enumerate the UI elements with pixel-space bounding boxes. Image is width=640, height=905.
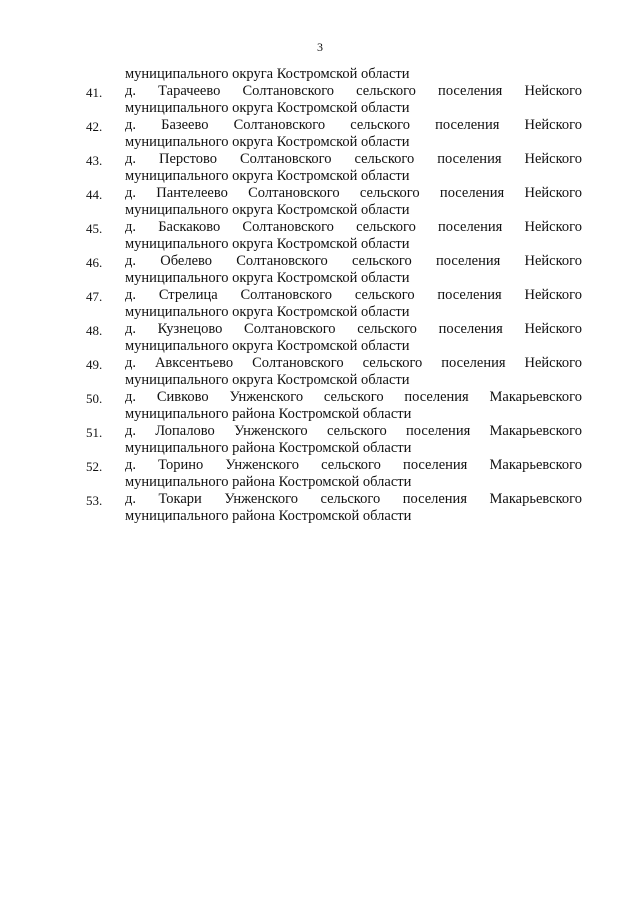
list-item	[86, 253, 582, 287]
list-item	[86, 389, 582, 423]
item-text	[125, 151, 582, 185]
item-text	[125, 355, 582, 389]
item-line-1: д. Авксентьево Солтановского сельского поселения Нейского	[125, 355, 582, 371]
item-line-2: муниципального округа Костромской области	[125, 202, 410, 218]
item-number: 41.	[86, 85, 103, 100]
item-text	[125, 219, 582, 253]
continuation-line: муниципального округа Костромской области	[125, 66, 410, 82]
item-text	[125, 117, 582, 151]
list-item	[86, 185, 582, 219]
item-line-1: д. Лопалово Унженского сельского поселения Макарьевского	[125, 423, 582, 439]
item-line-2: муниципального района Костромской области	[125, 474, 412, 490]
item-line-2: муниципального округа Костромской области	[125, 134, 410, 150]
list-item	[86, 151, 582, 185]
item-number: 46.	[86, 255, 103, 270]
item-line-2: муниципального округа Костромской области	[125, 338, 410, 354]
list-item	[86, 321, 582, 355]
item-number: 42.	[86, 119, 103, 134]
item-number: 48.	[86, 323, 103, 338]
item-line-2: муниципального района Костромской области	[125, 406, 412, 422]
item-text	[125, 321, 582, 355]
list-item	[86, 287, 582, 321]
item-text	[125, 185, 582, 219]
item-line-2: муниципального округа Костромской области	[125, 100, 410, 116]
list-item	[86, 457, 582, 491]
item-number: 47.	[86, 289, 103, 304]
item-line-2: муниципального округа Костромской области	[125, 304, 410, 320]
item-number: 45.	[86, 221, 103, 236]
item-text	[125, 423, 582, 457]
item-number: 53.	[86, 493, 103, 508]
list-item	[86, 219, 582, 253]
list-item	[86, 117, 582, 151]
item-line-2: муниципального района Костромской области	[125, 508, 412, 524]
item-line-2: муниципального округа Костромской области	[125, 236, 410, 252]
settlement-list	[86, 66, 582, 525]
item-line-2: муниципального района Костромской области	[125, 440, 412, 456]
item-line-2: муниципального округа Костромской области	[125, 270, 410, 286]
item-line-1: д. Обелево Солтановского сельского поселения Нейского	[125, 253, 582, 269]
item-number: 50.	[86, 391, 103, 406]
item-number: 52.	[86, 459, 103, 474]
item-line-1: д. Тарачеево Солтановского сельского поселения Нейского	[125, 83, 582, 99]
item-text	[125, 287, 582, 321]
list-item	[86, 423, 582, 457]
item-text	[125, 253, 582, 287]
item-number: 51.	[86, 425, 103, 440]
item-line-1: д. Токари Унженского сельского поселения Макарьевского	[125, 491, 582, 507]
item-text	[125, 457, 582, 491]
item-line-2: муниципального округа Костромской области	[125, 168, 410, 184]
item-line-1: д. Базеево Солтановского сельского поселения Нейского	[125, 117, 582, 133]
item-line-2: муниципального округа Костромской области	[125, 372, 410, 388]
item-text	[125, 491, 582, 525]
item-text	[125, 83, 582, 117]
item-line-1: д. Перстово Солтановского сельского поселения Нейского	[125, 151, 582, 167]
page-number: 3	[317, 40, 323, 54]
item-number: 43.	[86, 153, 103, 168]
item-text	[125, 389, 582, 423]
item-number: 44.	[86, 187, 103, 202]
item-line-1: д. Кузнецово Солтановского сельского поселения Нейского	[125, 321, 582, 337]
item-line-1: д. Пантелеево Солтановского сельского поселения Нейского	[125, 185, 582, 201]
item-line-1: д. Торино Унженского сельского поселения Макарьевского	[125, 457, 582, 473]
item-line-1: д. Баскаково Солтановского сельского поселения Нейского	[125, 219, 582, 235]
list-item	[86, 355, 582, 389]
item-line-1: д. Стрелица Солтановского сельского поселения Нейского	[125, 287, 582, 303]
item-number: 49.	[86, 357, 103, 372]
item-line-1: д. Сивково Унженского сельского поселения Макарьевского	[125, 389, 582, 405]
list-item	[86, 83, 582, 117]
list-item	[86, 491, 582, 525]
